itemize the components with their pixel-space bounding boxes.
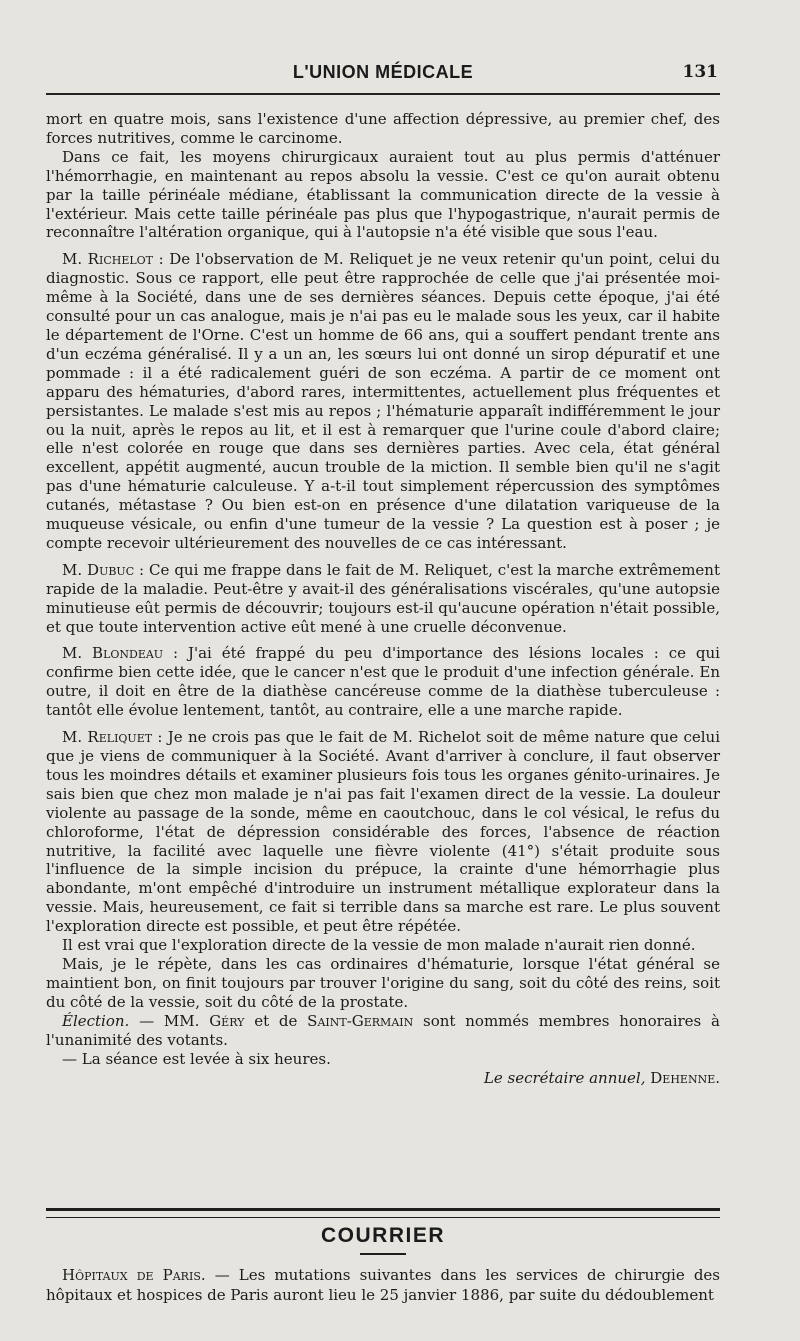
richelot-text: : De l'observation de M. Reliquet je ne veux retenir qu'un point, celui du diagnostic. Sous ce rapport, elle peut être rapprochée de celle que j'ai présentée moi-même à la Société, dans une de ses dernières séances. Depuis cette époque, j'ai été consulté pour un cas analogue, mais je n'ai pas eu le malade sous les yeux, car il habite le département de l'Orne. C'est un homme de 66 ans, qui a souffert pendant trente ans d'un eczéma généralisé. Il y a un an, les sœurs lui ont donné un sirop dépuratif et une pommade : il a été radicalement guéri de son eczéma. A partir de ce moment ont apparu des hématuries, d'abord rares, intermittentes, actuellement plus fréquentes et persistantes. Le malade s'est mis au repos ; l'hématurie apparaît indifféremment le jour ou la nuit, après le repos au lit, et il est à remarquer que l'urine coule d'abord claire; elle n'est colorée en rouge que dans ses dernières parties. Avec cela, état général excellent, appétit augmenté, aucun trouble de la miction. Il semble bien qu'il ne s'agit pas d'une hématurie calculeuse. Y a-t-il tout simplement répercussion des symptômes cutanés, métastase ? Ou bien est-on en présence d'une dilatation variqueuse de la muqueuse vésicale, ou enfin d'une tumeur de la vessie ? La question est à poser ; je compte recevoir ultérieurement des nouvelles de ce cas intéressant. (46, 250, 721, 552)
page-number: 131 (682, 62, 718, 82)
member-saint-germain: Saint-Germain (307, 1011, 414, 1030)
signature-name: Dehenne. (650, 1069, 720, 1088)
election-label: Élection. (62, 1011, 130, 1030)
signature (46, 1069, 720, 1088)
paragraph-surgical-means: Dans ce fait, les moyens chirurgicaux auraient tout au plus permis d'atténuer l'hémorrhagie, en maintenant au repos absolu la vessie. C'est ce qu'on aurait obtenu par la taille périnéale médiane, établissant la communication directe de la vessie à l'extérieur. Mais cette taille périnéale pas plus que l'hypogastrique, n'aurait permis de reconnaître l'altération organique, qui à l'autopsie n'a été visible que sous l'eau. (46, 147, 720, 242)
paragraph-exploration: Il est vrai que l'exploration directe de la vessie de mon malade n'aurait rien donné. (62, 936, 696, 955)
section-divider (46, 1208, 720, 1218)
election-mid: — MM. (129, 1011, 210, 1030)
article-body (46, 110, 720, 1088)
section-title-underline (360, 1253, 406, 1255)
running-title: L'UNION MÉDICALE (292, 62, 474, 82)
dubuc-text: : Ce qui me frappe dans le fait de M. Reliquet, c'est la marche extrêmement rapide de la maladie. Peut-être y avait-il des généralisations viscérales, qu'une autopsie minutieuse eût permis de découvrir; toujours est-il qu'aucune opération n'était possible, et que toute intervention active eût mené à une cruelle déconvenue. (46, 560, 720, 636)
paragraph-dubuc (46, 561, 720, 637)
courrier-text: — Les mutations suivantes dans les services de chirurgie des hôpitaux et hospices de Paris auront lieu le 25 janvier 1886, par suite du dédoublement (46, 1266, 720, 1304)
courrier-lead: Hôpitaux de Paris. (62, 1266, 206, 1284)
speaker-dubuc: M. Dubuc (62, 560, 135, 579)
courrier-body (46, 1265, 720, 1305)
reliquet-text: : Je ne crois pas que le fait de M. Richelot soit de même nature que celui que je viens de communiquer à la Société. Avant d'arriver à conclure, il faut observer tous les moindres détails et examiner plusieurs fois tous les organes génito-urinaires. Je sais bien que chez mon malade je n'ai pas fait l'examen direct de la vessie. La douleur violente au passage de la sonde, même en caoutchouc, dans le col vésical, le refus du chloroforme, l'état de dépression considérable des forces, l'absence de réaction nutritive, la facilité avec laquelle une fièvre violente (41°) s'était produite sous l'influence de la simple incision du prépuce, la crainte d'une hémorrhagie plus abondante, m'ont empêché d'introduire un instrument métallique explorateur dans la vessie. Mais, heureusement, ce fait si terrible dans sa marche est rare. Le plus souvent l'exploration directe est possible, et peut être répétée. (46, 728, 721, 936)
paragraph-richelot (46, 250, 720, 553)
paragraph-election (46, 1012, 720, 1050)
paragraph-adjourn: — La séance est levée à six heures. (62, 1049, 331, 1068)
header-rule (46, 93, 720, 95)
signature-role: Le secrétaire annuel, (483, 1069, 646, 1088)
blondeau-text: : J'ai été frappé du peu d'importance des lésions locales : ce qui confirme bien cette idée, que le cancer n'est que le produit d'une infection générale. En outre, il doit en être de la diathèse cancéreuse comme de la diathèse tuberculeuse : tantôt elle évolue lentement, tantôt, au contraire, elle a une marche rapide. (46, 644, 720, 720)
paragraph-reliquet (46, 728, 720, 936)
speaker-reliquet: M. Reliquet (62, 728, 153, 747)
election-end: sont nommés membres honoraires à l'unanimité des votants. (46, 1011, 720, 1049)
member-gery: Géry (209, 1011, 245, 1030)
speaker-richelot: M. Richelot (62, 250, 154, 269)
paragraph-continuation: mort en quatre mois, sans l'existence d'une affection dépressive, au premier chef, des forces nutritives, comme le carcinome. (46, 110, 720, 147)
election-and: et de (244, 1011, 308, 1030)
page-header (46, 60, 720, 90)
paragraph-blondeau (46, 644, 720, 720)
paragraph-hopitaux (46, 1265, 720, 1305)
speaker-blondeau: M. Blondeau (62, 644, 164, 663)
section-title-courrier: COURRIER (320, 1224, 445, 1247)
paragraph-repeat: Mais, je le répète, dans les cas ordinaires d'hématurie, lorsque l'état général se maintient bon, on finit toujours par trouver l'origine du sang, soit du côté des reins, soit du côté de la vessie, soit du côté de la prostate. (46, 954, 720, 1011)
